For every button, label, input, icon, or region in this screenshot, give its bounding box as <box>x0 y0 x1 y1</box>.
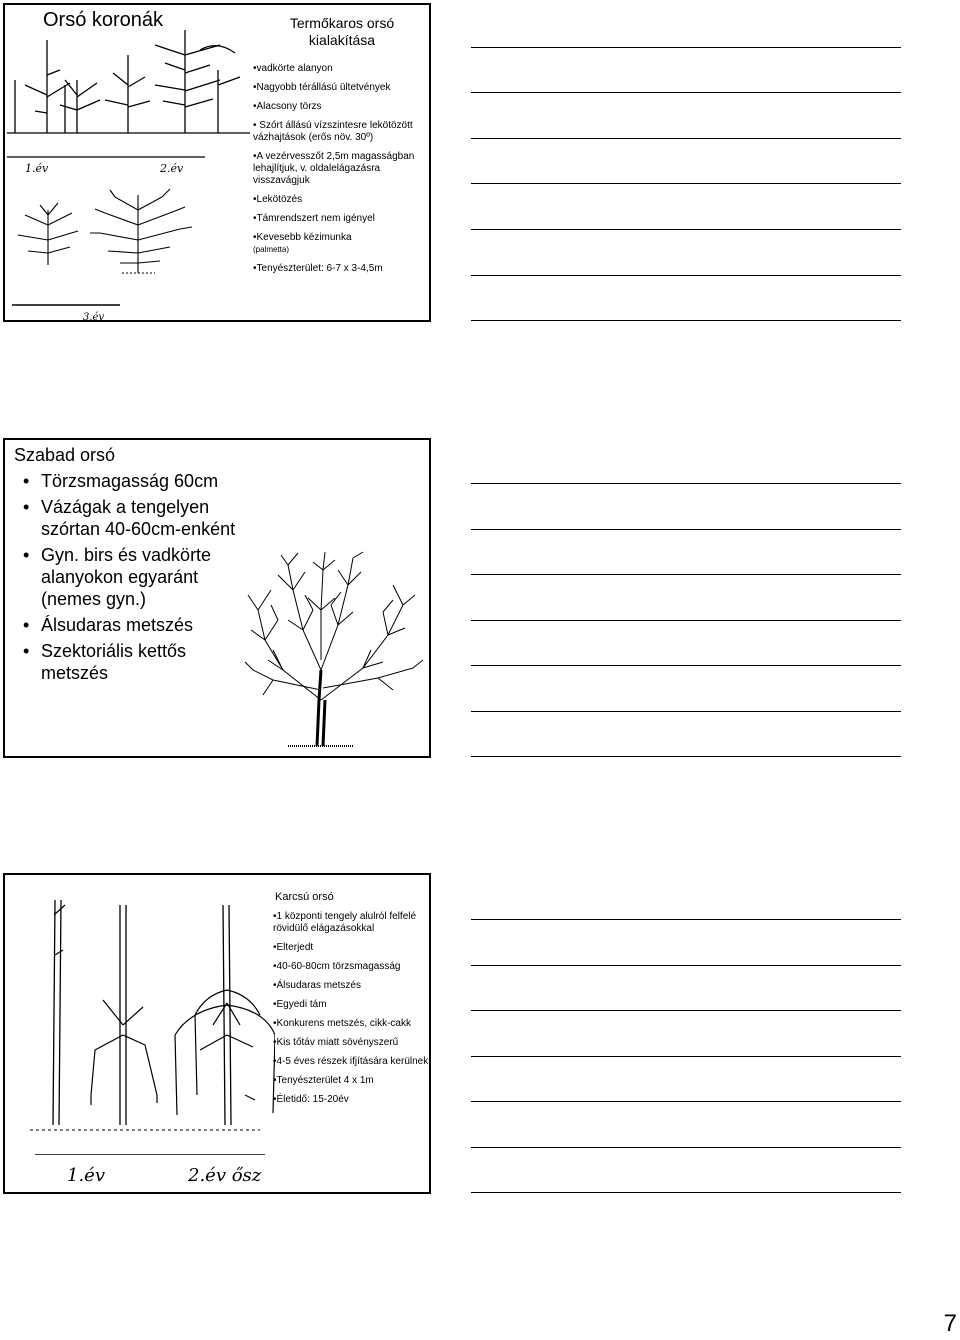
year-label: 1.év <box>25 162 49 175</box>
page-number: 7 <box>943 1310 957 1337</box>
list-item: •Lekötözés <box>253 194 303 205</box>
notes-line <box>471 620 901 621</box>
notes-line <box>471 1147 901 1148</box>
tree-illustration-free-spindle <box>243 550 428 755</box>
list-item: •40-60-80cm törzsmagasság <box>273 961 401 972</box>
notes-line <box>471 138 901 139</box>
notes-line <box>471 919 901 920</box>
list-item: • Szórt állású vízszintesre lekötözött vázhajtások (erős növ. 30º) <box>253 120 413 143</box>
notes-line <box>471 1101 901 1102</box>
tree-illustration-year1-2 <box>5 25 250 165</box>
list-item: •1 központi tengely alulról felfelé rövidülő elágazásokkal <box>273 911 417 934</box>
list-item: • Álsudaras metszés <box>23 614 253 636</box>
notes-line <box>471 965 901 966</box>
notes-line <box>471 1192 901 1193</box>
notes-line <box>471 275 901 276</box>
list-item: •Nagyobb térállású ültetvények <box>253 82 391 93</box>
bullet-list <box>273 911 431 1113</box>
slide-title: Karcsú orsó <box>275 891 334 903</box>
bullet-list <box>253 63 433 282</box>
list-item: •Tenyészterület: 6-7 x 3-4,5m <box>253 263 383 274</box>
list-item: • Törzsmagasság 60cm <box>23 470 253 492</box>
notes-line <box>471 529 901 530</box>
list-item: •Támrendszert nem igényel <box>253 213 375 224</box>
notes-line <box>471 92 901 93</box>
list-item: •Kevesebb kézimunka (palmetta) <box>253 232 352 254</box>
tree-illustration-slender-spindle <box>25 895 275 1155</box>
list-item: • Gyn. birs és vadkörte alanyokon egyaránt (nemes gyn.) <box>23 544 253 610</box>
slide-orso-koronak <box>3 3 431 322</box>
notes-line <box>471 1056 901 1057</box>
slide-title: Szabad orsó <box>14 445 116 465</box>
tree-illustration-year3 <box>10 185 250 310</box>
list-item: •Konkurens metszés, cikk-cakk <box>273 1018 411 1029</box>
list-item: •Életidő: 15-20év <box>273 1094 349 1105</box>
list-item: •Alacsony törzs <box>253 101 322 112</box>
list-item: •Álsudaras metszés <box>273 980 361 991</box>
year-label: 2.év ősz <box>188 1165 262 1186</box>
notes-line <box>471 574 901 575</box>
list-item: •Elterjedt <box>273 942 314 953</box>
year-label: 3.év <box>83 312 105 323</box>
notes-line <box>471 47 901 48</box>
slide-karcsu-orso <box>3 873 431 1194</box>
notes-line <box>471 1010 901 1011</box>
notes-line <box>471 320 901 321</box>
list-item: • Vázágak a tengelyen szórtan 40-60cm-enként <box>23 496 253 540</box>
year-label: 1.év <box>67 1165 105 1186</box>
slide-szabad-orso <box>3 438 431 758</box>
list-item: • Szektoriális kettős metszés <box>23 640 253 684</box>
list-item: •Tenyészterület 4 x 1m <box>273 1075 374 1086</box>
notes-line <box>471 711 901 712</box>
notes-line <box>471 183 901 184</box>
slide-title: Orsó koronák <box>43 9 164 31</box>
slide-subtitle: Termőkaros orsó kialakítása <box>289 15 395 48</box>
year-label: 2.év <box>160 162 184 175</box>
list-item: •Egyedi tám <box>273 999 327 1010</box>
notes-line <box>471 665 901 666</box>
notes-line <box>471 483 901 484</box>
list-item: •Kis tőtáv miatt sövényszerű <box>273 1037 399 1048</box>
list-item: •vadkörte alanyon <box>253 63 333 74</box>
list-item: •A vezérvesszőt 2,5m magasságban lehajlítjuk, v. oldalelágazásra visszavágjuk <box>253 151 415 186</box>
list-item: •4-5 éves részek ifjítására kerülnek <box>273 1056 429 1067</box>
bullet-list <box>23 470 253 688</box>
notes-line <box>471 229 901 230</box>
notes-line <box>471 756 901 757</box>
